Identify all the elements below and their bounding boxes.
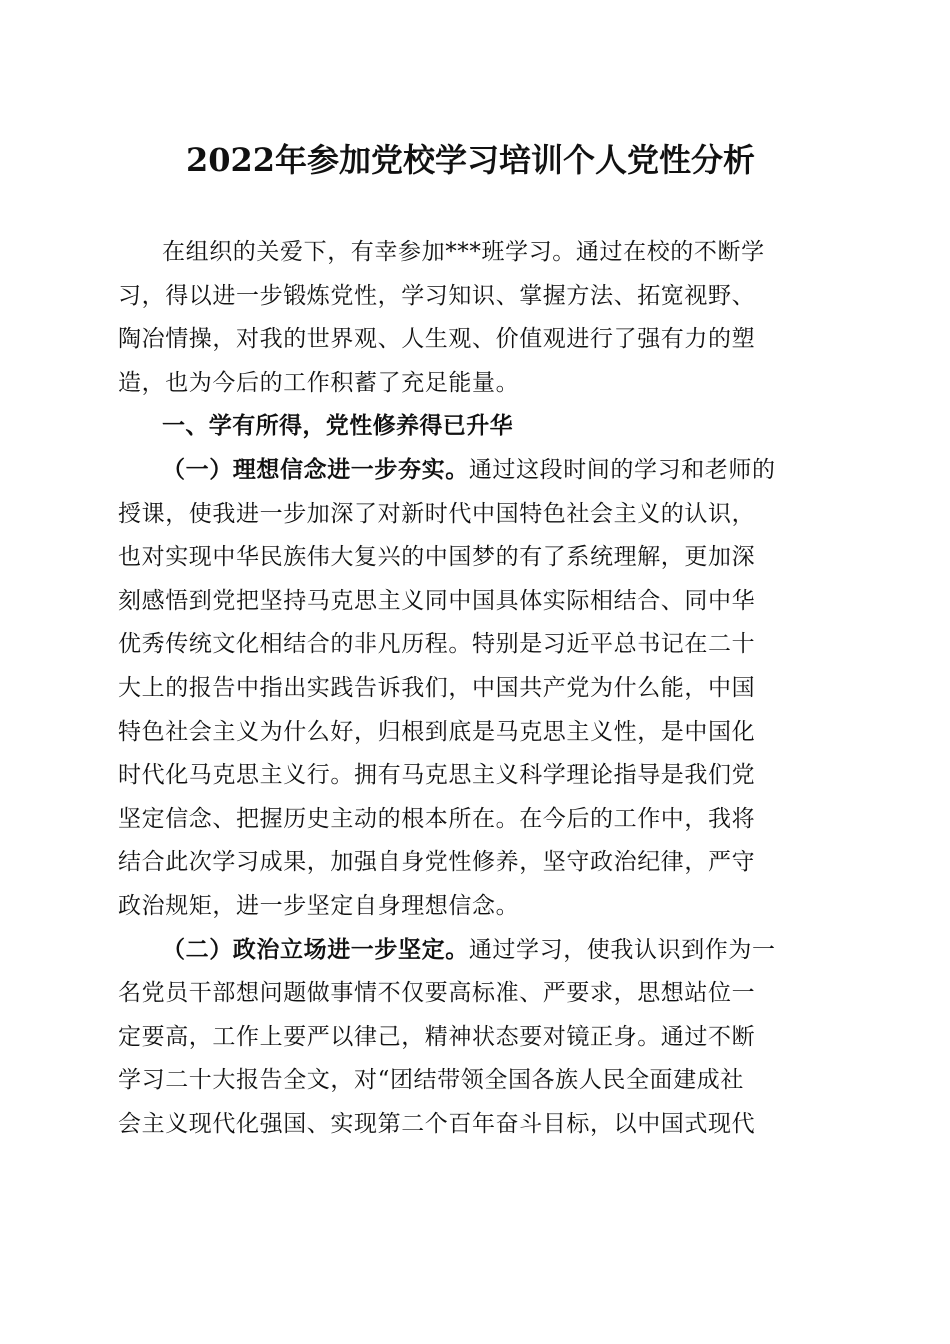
paragraph-line: 特色社会主义为什么好，归根到底是马克思主义性，是中国化 — [118, 718, 756, 745]
paragraph-line: 学习二十大报告全文，对“团结带领全国各族人民全面建成社 — [118, 1067, 744, 1094]
intro-line: 陶冶情操，对我的世界观、人生观、价值观进行了强有力的塑 — [118, 326, 756, 353]
paragraph-line: 大上的报告中指出实践告诉我们，中国共产党为什么能，中国 — [118, 674, 756, 701]
paragraph-line: 授课，使我进一步加深了对新时代中国特色社会主义的认识， — [118, 500, 756, 527]
subsection-lead: （一）理想信念进一步夯实。 — [162, 456, 469, 483]
paragraph-line: 定要高，工作上要严以律己，精神状态要对镜正身。通过不断 — [118, 1023, 756, 1050]
intro-line: 习，得以进一步锻炼党性，学习知识、掌握方法、拓宽视野、 — [118, 282, 756, 309]
paragraph-line: 结合此次学习成果，加强自身党性修养，坚守政治纪律，严守 — [118, 849, 756, 876]
paragraph-line: 政治规矩，进一步坚定自身理想信念。 — [118, 892, 520, 919]
subsection-first-line — [118, 449, 823, 493]
paragraph-line: 名党员干部想问题做事情不仅要高标准、严要求，思想站位一 — [118, 980, 756, 1007]
subsection-first-line — [118, 929, 823, 973]
subsection-first-rest: 通过学习，使我认识到作为一 — [468, 936, 776, 963]
document-title: 2022年参加党校学习培训个人党性分析 — [185, 141, 756, 179]
paragraph-line: 也对实现中华民族伟大复兴的中国梦的有了系统理解，更加深 — [118, 544, 756, 571]
paragraph-line: 坚定信念、把握历史主动的根本所在。在今后的工作中，我将 — [118, 805, 756, 832]
paragraph-line: 刻感悟到党把坚持马克思主义同中国具体实际相结合、同中华 — [118, 587, 756, 614]
paragraph-line: 优秀传统文化相结合的非凡历程。特别是习近平总书记在二十 — [118, 631, 756, 658]
paragraph-line: 会主义现代化强国、实现第二个百年奋斗目标，以中国式现代 — [118, 1110, 756, 1137]
intro-line: 在组织的关爱下，有幸参加***班学习。通过在校的不断学 — [162, 239, 765, 265]
subsection-lead: （二）政治立场进一步坚定。 — [162, 936, 469, 963]
subsection-first-rest: 通过这段时间的学习和老师的 — [468, 456, 776, 483]
document-body — [118, 231, 823, 1146]
intro-line: 造，也为今后的工作积蓄了充足能量。 — [118, 369, 520, 396]
paragraph-line: 时代化马克思主义行。拥有马克思主义科学理论指导是我们党 — [118, 762, 756, 789]
section-heading: 一、学有所得，党性修养得已升华 — [162, 413, 513, 440]
